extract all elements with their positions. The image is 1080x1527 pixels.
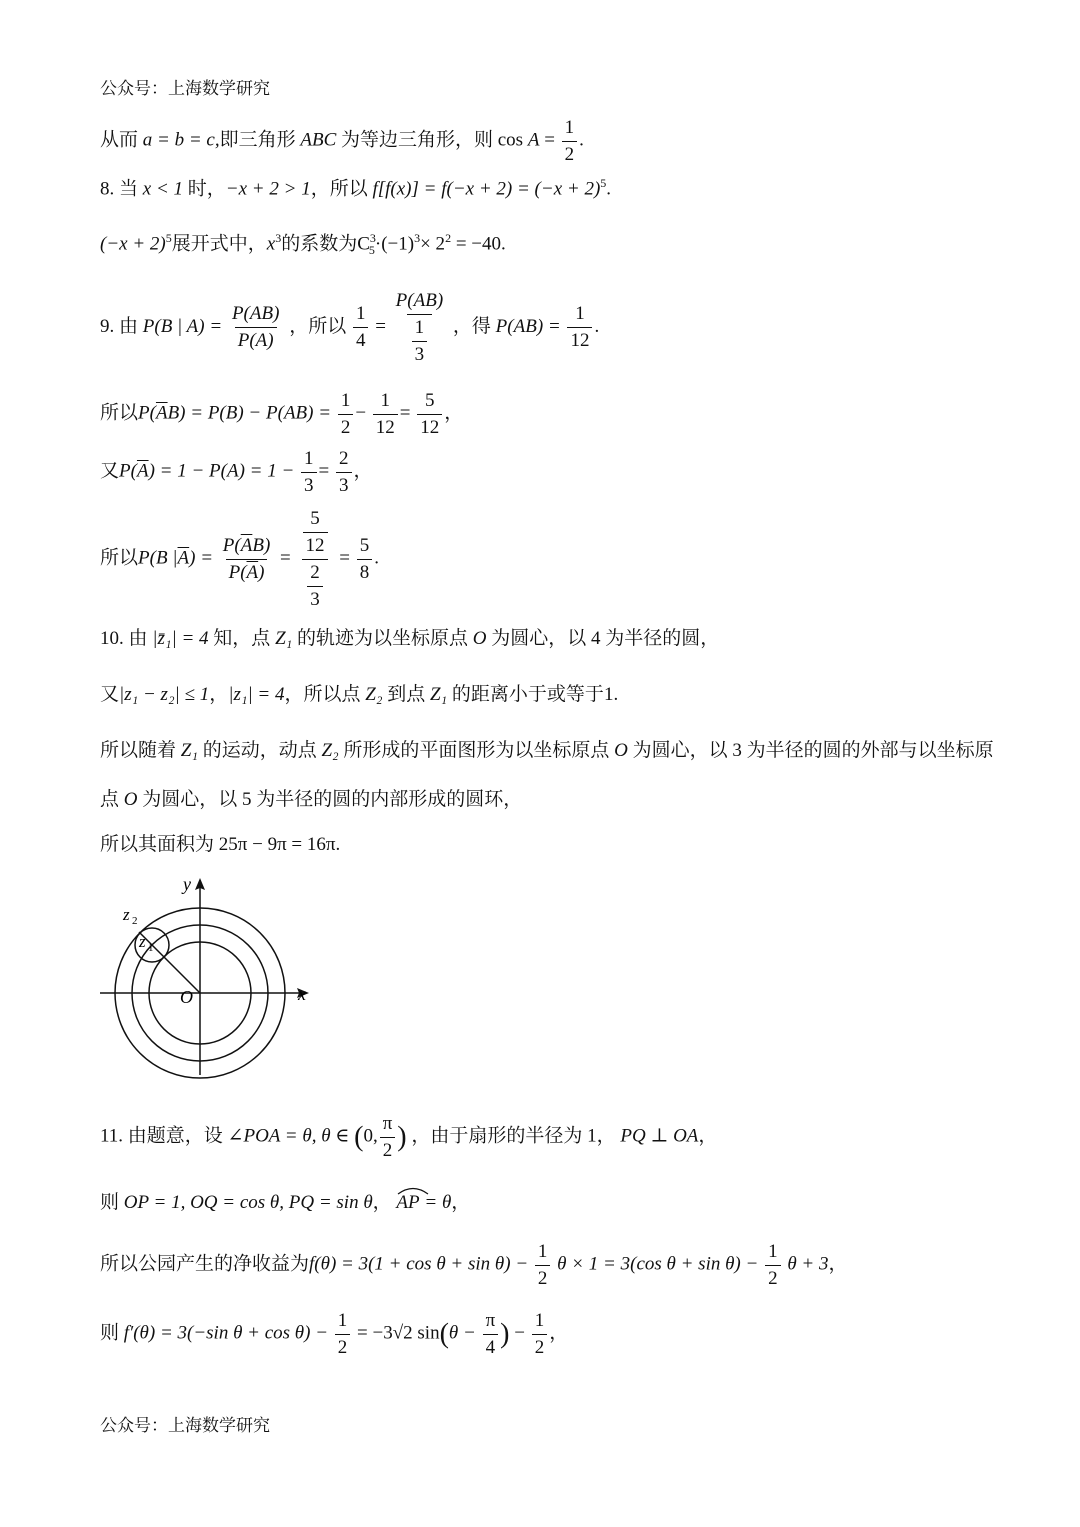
y-label: y (183, 874, 191, 894)
q9-line-4: 所以P(B $|\overline{A}$) = $\frac{P(\overline{A}B)}{P(\overline{A})}$ = $\frac{\frac{5}{12}}{\frac{2}{3}}$ = $\frac{5}{8}$ . (100, 508, 379, 610)
q8-line-1: 8. 当 x < 1 时，−x + 2 > 1，所以 $f[f(x)] = f(-x + 2) = (-x + 2)^5$. (100, 176, 612, 200)
origin-label: O (180, 987, 193, 1007)
q11-line-4: 则 f′(θ) = 3(−sin θ + cos θ) − $\frac{1}{2}$ = −3√2 sin(θ − $\frac{\pi}{4}$ ) − $\frac{1}{2}$ ， (100, 1310, 569, 1358)
q9-line-1: 9. 由 P(B | A) = $\frac{P(AB)}{P(A)}$ ，所以 $\frac{1}{4}$ = $\frac{P(AB)}{\frac{1}{3}}$ ，得 P(AB) = $\frac{1}{12}$ . (100, 290, 600, 365)
q11-line-3: 所以公园产生的净收益为f(θ) = 3(1 + cos θ + sin θ) − $\frac{1}{2}$ θ × 1 = 3(cos θ + sin θ) − $\frac{1}{2}$ θ + 3， (100, 1241, 848, 1289)
q10-line-5: 所以其面积为 25π − 9π = 16π. (100, 834, 341, 855)
header-text: 公众号：上海数学研究 (100, 79, 270, 98)
footer-text: 公众号：上海数学研究 (100, 1416, 270, 1435)
x-label: x (298, 984, 306, 1004)
q9-line-3: 又$P(\overline{A}) = 1 - P(A) = 1$ − $\frac{1}{3}$ = $\frac{2}{3}$ ， (100, 448, 373, 496)
circle-figure (95, 872, 325, 1082)
z2-label: z (123, 905, 130, 924)
q9-line-2: 所以$P(\overline{A}B) = P(B) - P(AB)$ = $\frac{1}{2}$ − $\frac{1}{12}$ = $\frac{5}{12}$ ， (100, 390, 464, 438)
q10-line-2: 又|z₁ − z₂| ≤ 1，|z₁| = 4，所以点 Z₂ 到点 Z₁ 的距离小于或等于1. (100, 684, 619, 705)
q10-line-1: 10. 由 |z̄₁| = 4 知，点 Z₁ 的轨迹为以坐标原点 O 为圆心，以 4 为半径的圆， (100, 628, 720, 649)
z2-sub: 2 (132, 915, 138, 927)
q11-line-2: 则 OP = 1, OQ = cos θ, PQ = sin θ， AP = θ， (100, 1193, 470, 1212)
z1-sub: 1 (148, 942, 154, 954)
q11-line-1: 11. 由题意，设 ∠POA = θ, θ ∈ (0, $\frac{\pi}{2}$ ) ，由于扇形的半径为 1， PQ ⊥ OA， (100, 1113, 718, 1161)
arc-mark (396, 1185, 430, 1195)
line-1: 从而 a = b = c,即三角形 ABC 为等边三角形，则 cos A = $\frac{1}{2}$ . (100, 117, 584, 165)
z1-label: z (139, 932, 146, 951)
q10-line-3: 所以随着 Z₁ 的运动，动点 Z₂ 所形成的平面图形为以坐标原点 O 为圆心，以 3 为半径的圆的外部与以坐标原 (100, 740, 994, 761)
q10-line-4: 点 O 为圆心，以 5 为半径的圆的内部形成的圆环， (100, 789, 523, 810)
q8-line-2: $(-x + 2)^5$展开式中，$x^3$的系数为$C^3_5\cdot(-1)^3\times 2^2 = -40$. (100, 231, 506, 258)
